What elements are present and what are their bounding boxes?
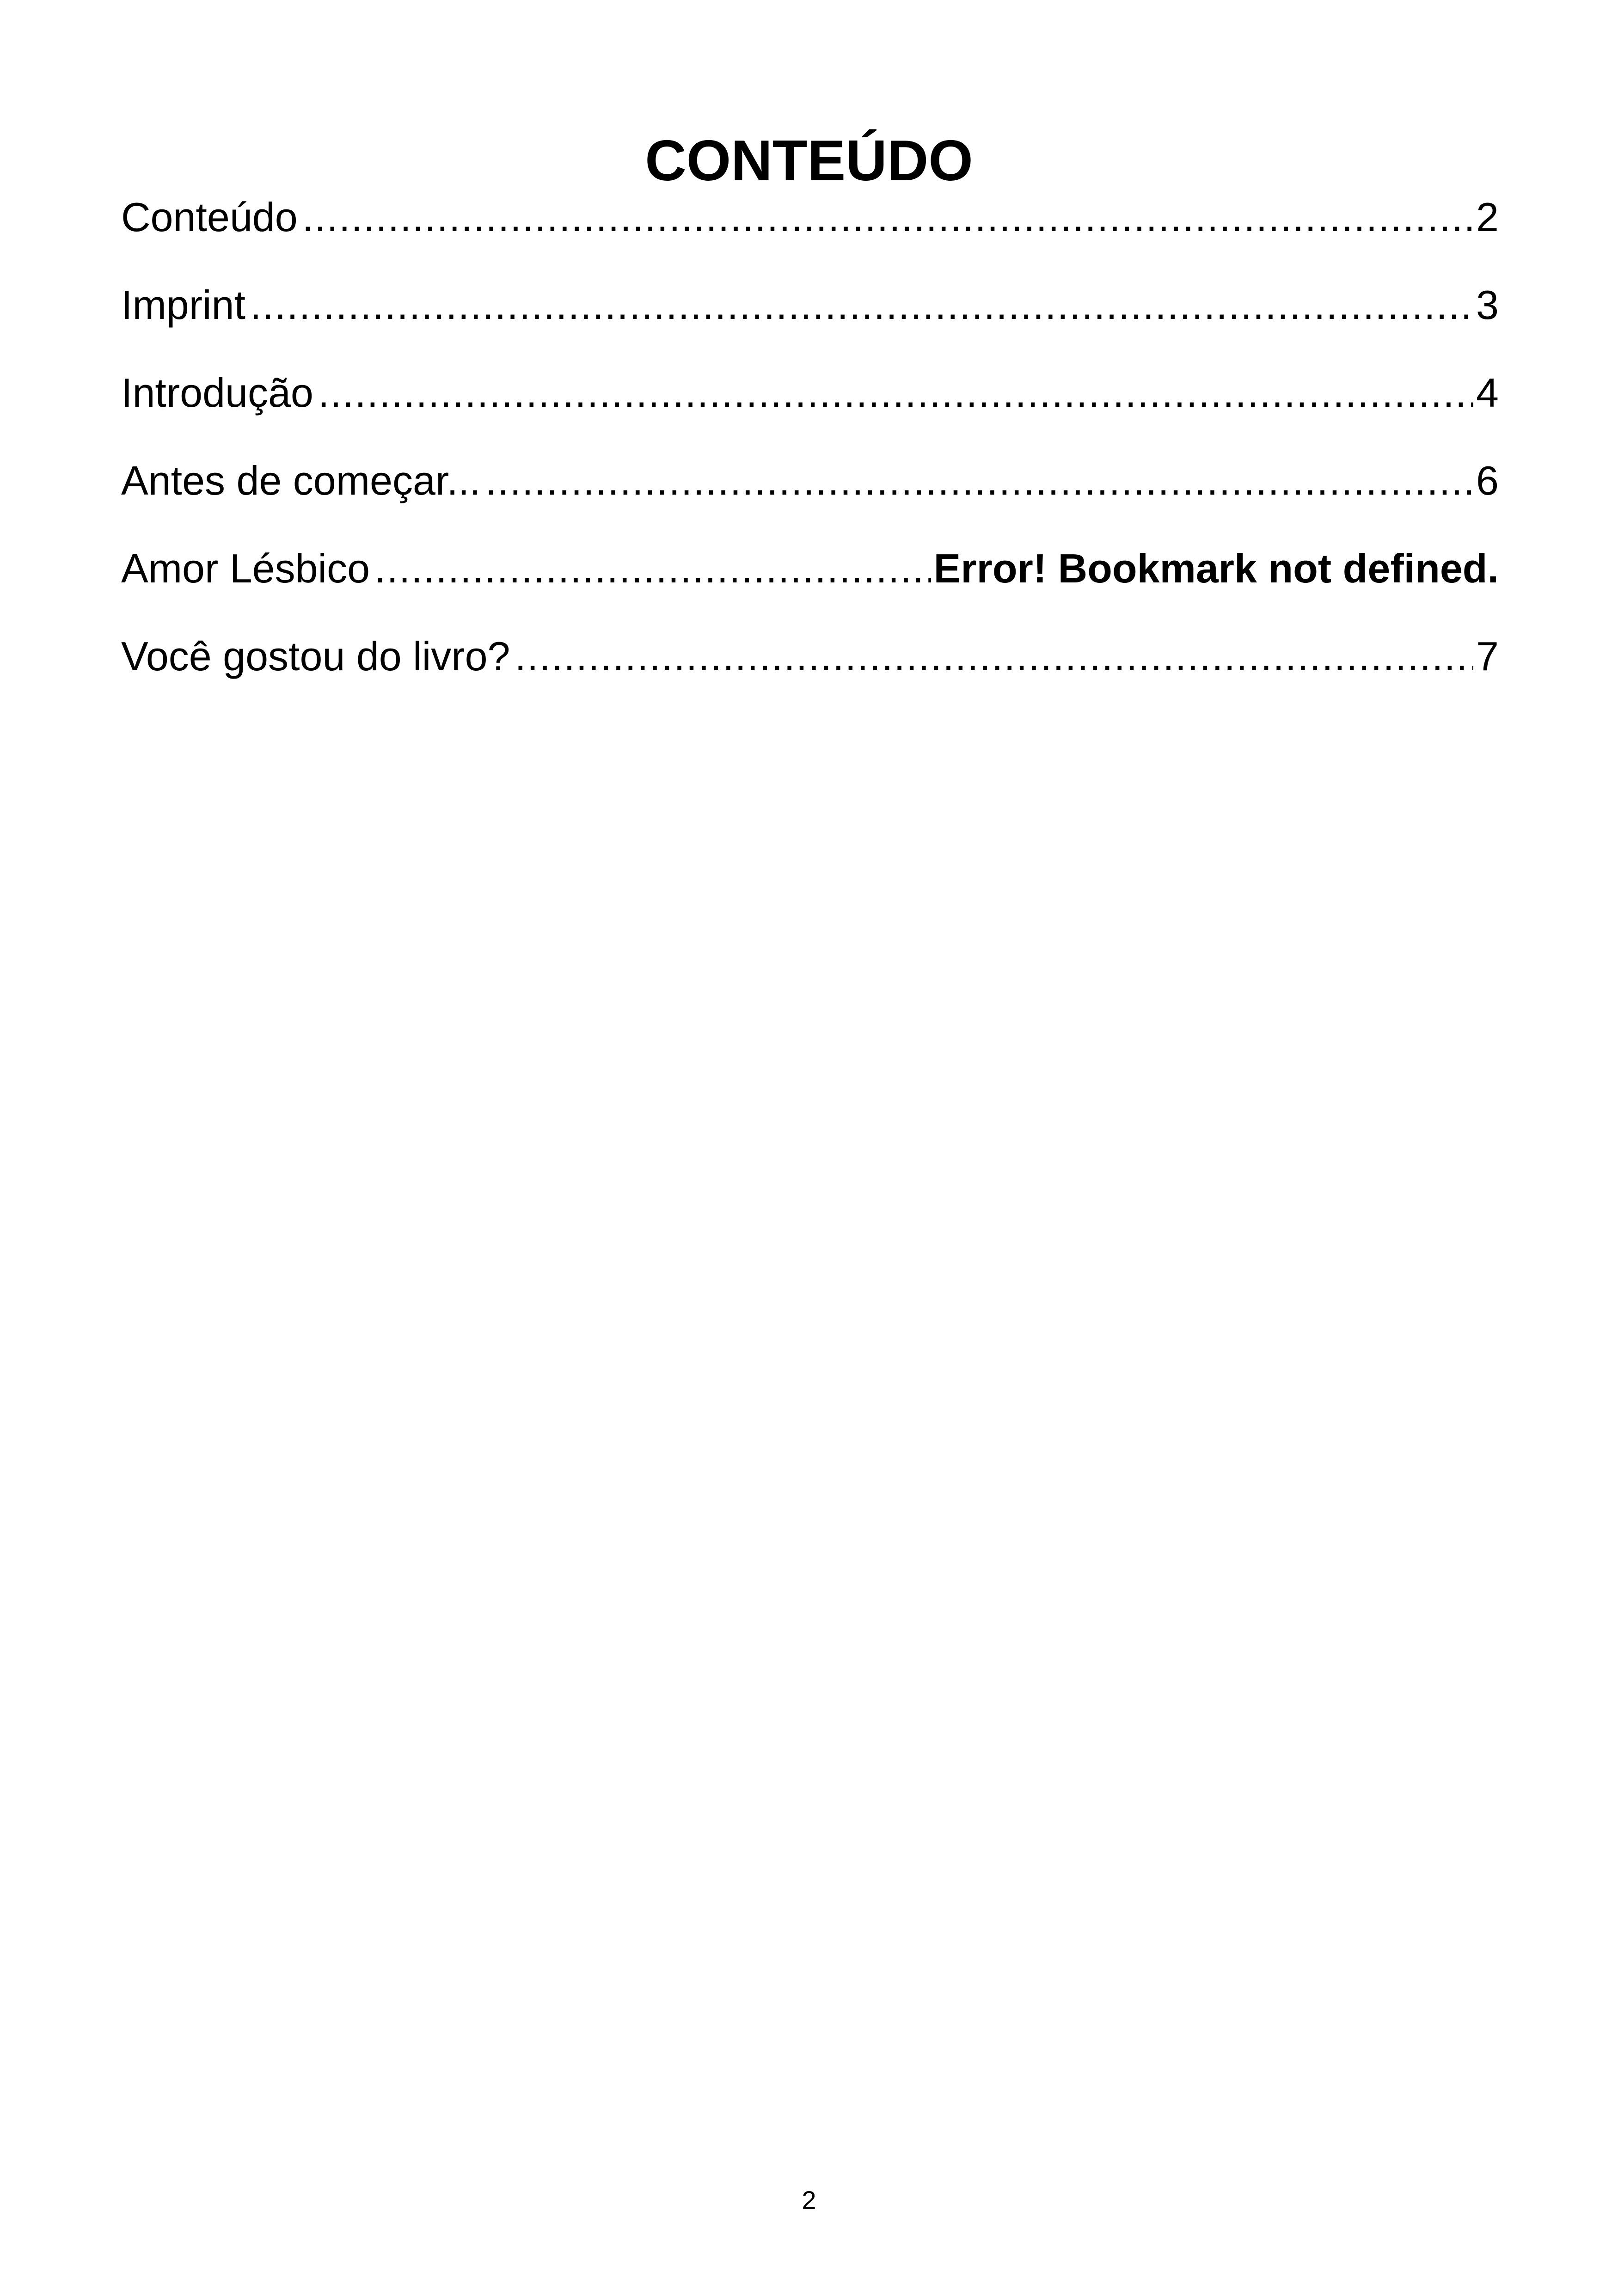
toc-entry-introducao[interactable]	[121, 363, 1499, 451]
toc-entry-label: Introdução	[121, 370, 313, 416]
toc-dot-leader	[485, 451, 1473, 511]
toc-dot-leader	[374, 539, 931, 599]
toc-entry-amor-lesbico[interactable]	[121, 539, 1499, 626]
toc-entry-page: 3	[1476, 282, 1499, 328]
toc-entry-error-message: Error! Bookmark not defined.	[933, 545, 1499, 591]
table-of-contents	[121, 187, 1499, 714]
toc-entry-page: 4	[1476, 370, 1499, 416]
toc-entry-label: Imprint	[121, 282, 245, 328]
toc-entry-label: Antes de começar...	[121, 458, 481, 503]
toc-title: CONTEÚDO	[645, 129, 973, 193]
toc-entry-label: Você gostou do livro?	[121, 633, 510, 679]
toc-entry-page: 6	[1476, 458, 1499, 503]
toc-entry-label: Conteúdo	[121, 194, 298, 240]
toc-dot-leader	[302, 187, 1473, 247]
toc-entry-antes-de-comecar[interactable]	[121, 451, 1499, 539]
toc-entry-page: 2	[1476, 194, 1499, 240]
toc-entry-imprint[interactable]	[121, 275, 1499, 363]
toc-dot-leader	[515, 626, 1473, 686]
page-number: 2	[802, 2186, 816, 2215]
toc-entry-conteudo[interactable]	[121, 187, 1499, 275]
toc-entry-voce-gostou-do-livro[interactable]	[121, 626, 1499, 714]
toc-entry-page: 7	[1476, 633, 1499, 679]
toc-dot-leader	[318, 363, 1473, 423]
toc-dot-leader	[250, 275, 1473, 335]
toc-entry-label: Amor Lésbico	[121, 545, 370, 591]
